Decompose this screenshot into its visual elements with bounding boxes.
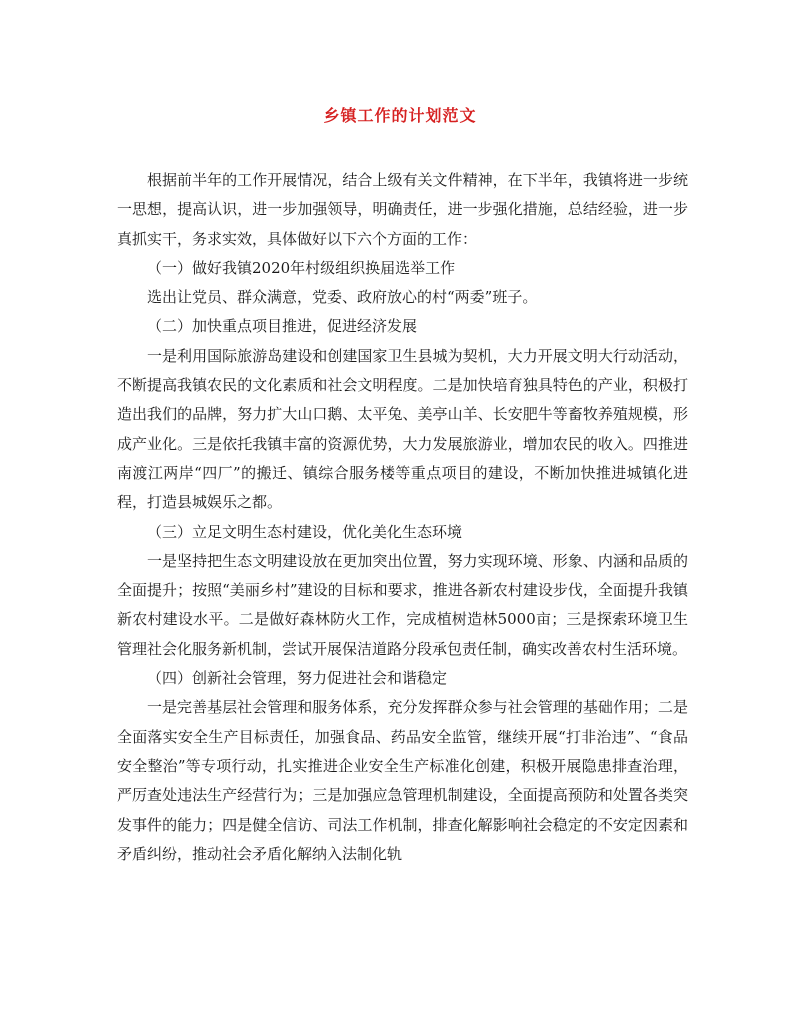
paragraph-1: 选出让党员、群众满意，党委、政府放心的村“两委”班子。 bbox=[147, 288, 538, 307]
paragraph-intro: 根据前半年的工作开展情况，结合上级有关文件精神，在下半年，我镇将进一步统一思想，提高认识，进一步加强领导，明确责任，进一步强化措施，总结经验，进一步真抓实干，务求实效，具体做好以下六个方面的工作： bbox=[117, 171, 688, 248]
section-heading-1: （一）做好我镇2020年村级组织换届选举工作 bbox=[147, 258, 456, 277]
paragraph-3: 一是坚持把生态文明建设放在更加突出位置，努力实现环境、形象、内涵和品质的全面提升；按照“美丽乡村”建设的目标和要求，推进各新农村建设步伐，全面提升我镇新农村建设水平。二是做好森林防火工作，完成植树造林5000亩；三是探索环境卫生管理社会化服务新机制，尝试开展保洁道路分段承包责任制，确实改善农村生活环境。 bbox=[117, 551, 688, 658]
section-heading-3: （三）立足文明生态村建设，优化美化生态环境 bbox=[147, 522, 463, 541]
section-heading-2: （二）加快重点项目推进，促进经济发展 bbox=[147, 317, 418, 336]
paragraph-4: 一是完善基层社会管理和服务体系，充分发挥群众参与社会管理的基础作用；二是全面落实安全生产目标责任，加强食品、药品安全监管，继续开展“打非治违”、“食品安全整治”等专项行动，扎实推进企业安全生产标准化创建，积极开展隐患排查治理，严厉查处违法生产经营行为；三是加强应急管理机制建设，全面提高预防和处置各类突发事件的能力；四是健全信访、司法工作机制，排查化解影响社会稳定的不安定因素和矛盾纠纷，推动社会矛盾化解纳入法制化轨 bbox=[117, 698, 688, 863]
section-heading-4: （四）创新社会管理，努力促进社会和谐稳定 bbox=[147, 669, 448, 688]
paragraph-2: 一是利用国际旅游岛建设和创建国家卫生县城为契机，大力开展文明大行动活动，不断提高我镇农民的文化素质和社会文明程度。二是加快培育独具特色的产业，积极打造出我们的品牌，努力扩大山口鹅、太平兔、美亭山羊、长安肥牛等畜牧养殖规模，形成产业化。三是依托我镇丰富的资源优势，大力发展旅游业，增加农民的收入。四推进南渡江两岸“四厂”的搬迁、镇综合服务楼等重点项目的建设，不断加快推进城镇化进程，打造县城娱乐之都。 bbox=[117, 346, 688, 512]
document-body bbox=[117, 166, 688, 869]
document-title: 乡镇工作的计划范文 bbox=[323, 106, 477, 125]
